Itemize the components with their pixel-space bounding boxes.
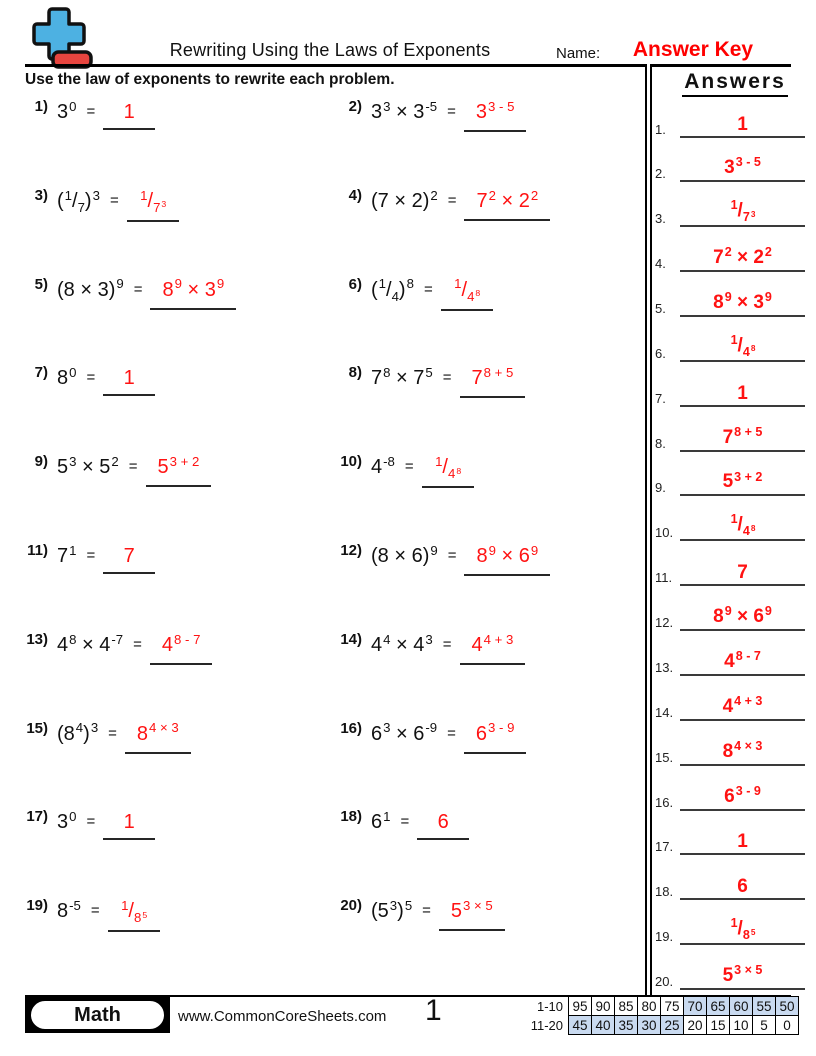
problem-row xyxy=(336,366,525,398)
answer-number: 9. xyxy=(655,480,666,496)
answer-number: 1. xyxy=(655,121,666,137)
answer-blank-line xyxy=(417,810,469,840)
answer-row xyxy=(653,595,805,631)
name-label: Name: xyxy=(556,45,601,62)
equals-sign: = xyxy=(108,724,117,742)
equals-sign: = xyxy=(442,635,452,653)
answer-value: 3$^{3 - 5}$ xyxy=(724,155,761,179)
problem-expression: $7^1$ xyxy=(57,542,77,567)
answer-value: 7 xyxy=(737,562,748,584)
score-cell: 75 xyxy=(661,997,684,1016)
answer-value: $^1/_{8^5}$ xyxy=(730,916,756,943)
score-row xyxy=(527,997,799,1016)
problem-row xyxy=(22,719,191,754)
answer-blank-line xyxy=(125,722,191,754)
equals-sign: = xyxy=(86,813,96,831)
problem-row xyxy=(22,455,211,487)
problem-answer: 1 xyxy=(123,367,135,390)
answer-row xyxy=(653,460,805,496)
problem-row xyxy=(22,186,179,222)
equals-sign: = xyxy=(86,547,96,564)
answer-value: $^1/_{4^8}$ xyxy=(730,512,756,539)
score-cell: 95 xyxy=(569,997,592,1016)
answer-line xyxy=(680,864,805,900)
answer-number: 12. xyxy=(655,615,674,631)
problem-number: 13) xyxy=(26,630,48,648)
problem-answer: $5^{3 \times 5}$ xyxy=(450,897,493,923)
problem-answer: $8^9 \times 3^9$ xyxy=(162,276,225,301)
score-cell: 40 xyxy=(592,1016,615,1035)
answer-blank-line xyxy=(103,810,155,840)
score-cell: 85 xyxy=(615,997,638,1016)
problem-row xyxy=(336,630,525,665)
problem-number: 18) xyxy=(340,808,362,826)
problem-number: 17) xyxy=(26,808,48,826)
answer-row xyxy=(653,416,805,452)
answer-blank-line xyxy=(422,455,474,488)
problem-expression: $(7 \times 2)^2$ xyxy=(371,187,438,212)
problem-number: 3) xyxy=(34,186,48,204)
problem-expression: $7^8 \times 7^5$ xyxy=(371,365,433,390)
answer-value: 4$^{8 - 7}$ xyxy=(724,649,761,672)
problem-row xyxy=(22,275,236,310)
problem-answer: $^1/_{8^5}$ xyxy=(121,897,148,926)
answer-line xyxy=(680,371,805,407)
equals-sign: = xyxy=(109,191,119,209)
score-cell: 70 xyxy=(684,997,707,1016)
answer-row xyxy=(653,819,805,855)
answer-line xyxy=(680,954,805,990)
answer-blank-line xyxy=(103,100,155,130)
problem-row xyxy=(22,366,155,396)
answer-value: 1 xyxy=(737,113,748,135)
equals-sign: = xyxy=(133,635,142,653)
score-cell: 65 xyxy=(707,997,730,1016)
answer-number: 3. xyxy=(655,211,666,227)
answer-row xyxy=(653,685,805,721)
answer-blank-line xyxy=(464,722,527,754)
answer-row xyxy=(653,191,805,227)
answer-value: $8^9 \times 3^9$ xyxy=(713,290,772,313)
answer-number: 11. xyxy=(655,570,673,586)
problem-answer: 6 xyxy=(437,811,449,834)
problem-expression: $6^1$ xyxy=(371,809,391,834)
answer-value: $7^{8 + 5}$ xyxy=(722,424,763,448)
answer-line xyxy=(680,685,805,721)
answer-row xyxy=(653,550,805,586)
answer-row xyxy=(653,371,805,407)
score-cell: 80 xyxy=(638,997,661,1016)
answer-number: 17. xyxy=(655,839,674,855)
answer-blank-line xyxy=(439,899,505,931)
answer-line xyxy=(680,281,805,317)
instruction-text: Use the law of exponents to rewrite each problem. xyxy=(25,71,395,88)
problem-expression: $8^{-5}$ xyxy=(57,897,81,923)
answer-value: $5^{3 \times 5}$ xyxy=(722,963,763,987)
problem-number: 16) xyxy=(340,719,362,737)
problem-number: 7) xyxy=(34,364,48,382)
equals-sign: = xyxy=(422,902,431,920)
answer-line xyxy=(680,102,805,138)
answer-blank-line xyxy=(150,278,236,310)
problem-number: 1) xyxy=(34,98,48,115)
score-cell: 60 xyxy=(730,997,753,1016)
answer-line xyxy=(680,236,805,272)
answer-number: 16. xyxy=(655,794,674,810)
equals-sign: = xyxy=(86,369,96,387)
score-cell: 30 xyxy=(638,1016,661,1035)
problem-expression: $(5^3)^5$ xyxy=(371,897,413,923)
answer-value: $7^2 \times 2^2$ xyxy=(713,245,772,269)
problem-number: 11) xyxy=(27,542,48,559)
equals-sign: = xyxy=(447,724,456,742)
problem-answer: $7^{8 + 5}$ xyxy=(471,365,514,390)
answer-value: $5^{3 + 2}$ xyxy=(722,469,763,493)
answer-row xyxy=(653,505,805,541)
problem-answer: 7 xyxy=(123,545,135,567)
answer-row xyxy=(653,640,805,676)
answer-row xyxy=(653,146,805,182)
problem-number: 19) xyxy=(26,897,48,915)
answer-line xyxy=(680,640,805,676)
score-cell: 5 xyxy=(753,1016,776,1035)
answer-value: 6$^{3 - 9}$ xyxy=(724,783,761,807)
answers-column-separator xyxy=(645,64,652,995)
answer-blank-line xyxy=(108,899,160,932)
problem-answer: $4^{4 + 3}$ xyxy=(471,631,514,656)
answer-blank-line xyxy=(103,544,155,574)
problem-number: 5) xyxy=(34,275,48,293)
answer-blank-line xyxy=(127,189,179,222)
problem-row xyxy=(336,275,493,311)
problem-number: 2) xyxy=(348,98,362,115)
answer-number: 14. xyxy=(655,704,674,720)
answer-number: 19. xyxy=(655,929,674,945)
problem-expression: $4^8 \times 4^{-7}$ xyxy=(57,631,124,656)
answer-value: 1 xyxy=(737,382,748,404)
problem-expression: $(^1/_4)^8$ xyxy=(371,276,414,304)
problem-answer: $5^{3 + 2}$ xyxy=(157,453,200,479)
problem-answer: 1 xyxy=(123,811,135,834)
problem-answer: $^1/_{7^3}$ xyxy=(140,187,167,216)
plus-minus-logo-icon xyxy=(22,6,94,72)
problem-row xyxy=(336,544,550,576)
problem-number: 14) xyxy=(340,630,362,648)
equals-sign: = xyxy=(447,547,457,564)
problem-expression: $(8 \times 6)^9$ xyxy=(371,542,438,567)
score-cell: 15 xyxy=(707,1016,730,1035)
answer-value: $4^{4 + 3}$ xyxy=(722,693,763,717)
equals-sign: = xyxy=(133,280,143,298)
score-cell: 0 xyxy=(776,1016,799,1035)
equals-sign: = xyxy=(90,902,100,920)
equals-sign: = xyxy=(447,191,457,209)
score-row xyxy=(527,1016,799,1035)
problem-expression: $3^0$ xyxy=(57,98,77,123)
answer-row xyxy=(653,775,805,811)
answer-number: 10. xyxy=(655,525,674,541)
answer-row xyxy=(653,864,805,900)
answer-line xyxy=(680,819,805,855)
problem-expression: $(8 \times 3)^9$ xyxy=(57,276,124,301)
problem-row xyxy=(22,810,155,840)
answer-blank-line xyxy=(441,278,493,311)
problem-row xyxy=(336,719,526,754)
score-table xyxy=(527,996,799,1035)
equals-sign: = xyxy=(86,103,96,120)
answer-number: 2. xyxy=(655,166,666,182)
answer-line xyxy=(680,460,805,496)
answer-blank-line xyxy=(464,100,527,132)
problem-row xyxy=(22,100,155,130)
score-range-label: 1-10 xyxy=(536,998,563,1014)
problem-expression: $5^3 \times 5^2$ xyxy=(57,453,119,479)
problem-answer: $^1/_{4^8}$ xyxy=(454,276,481,304)
answer-row xyxy=(653,281,805,317)
answer-number: 20. xyxy=(655,974,674,990)
answer-blank-line xyxy=(460,366,526,398)
answer-key-label: Answer Key xyxy=(632,38,754,61)
problem-answer: $8^9 \times 6^9$ xyxy=(476,542,539,567)
equals-sign: = xyxy=(423,280,433,298)
problem-expression: $(^1/_7)^3$ xyxy=(57,187,100,216)
answer-row xyxy=(653,909,805,945)
score-cell: 35 xyxy=(615,1016,638,1035)
answer-value: $8^9 \times 6^9$ xyxy=(713,604,772,628)
problem-number: 9) xyxy=(34,453,48,471)
problem-answer: $^1/_{4^8}$ xyxy=(435,453,462,482)
problem-row xyxy=(336,455,474,488)
equals-sign: = xyxy=(128,458,138,476)
answer-line xyxy=(680,595,805,631)
score-range-label: 11-20 xyxy=(530,1017,563,1033)
score-cell: 90 xyxy=(592,997,615,1016)
problem-answer: $7^2 \times 2^2$ xyxy=(476,187,539,212)
answer-line xyxy=(680,416,805,452)
answer-value: 1 xyxy=(737,831,748,853)
problem-answer: $8^{4 \times 3}$ xyxy=(136,720,179,745)
problem-answer: 6$^{3 - 9}$ xyxy=(475,720,515,745)
answer-value: 6 xyxy=(737,876,748,898)
problem-number: 6) xyxy=(348,275,362,293)
answer-line xyxy=(680,550,805,586)
problem-row xyxy=(336,100,526,132)
problem-expression: $4^4 \times 4^3$ xyxy=(371,631,433,656)
header-divider xyxy=(25,64,791,67)
problem-number: 10) xyxy=(340,453,362,471)
answer-line xyxy=(680,191,805,227)
answer-number: 6. xyxy=(655,345,666,361)
answer-line xyxy=(680,146,805,182)
problem-number: 20) xyxy=(340,897,362,915)
score-cell: 10 xyxy=(730,1016,753,1035)
problem-row xyxy=(22,544,155,574)
problem-number: 12) xyxy=(340,542,362,559)
problem-row xyxy=(22,630,212,665)
answer-blank-line xyxy=(103,366,155,396)
answer-blank-line xyxy=(146,455,212,487)
problem-row xyxy=(22,899,160,932)
answer-value: $^1/_{4^8}$ xyxy=(730,332,756,359)
problem-expression: $3^0$ xyxy=(57,809,77,834)
equals-sign: = xyxy=(447,103,456,120)
score-cell: 20 xyxy=(684,1016,707,1035)
answer-line xyxy=(680,909,805,945)
subject-badge xyxy=(25,997,170,1033)
problem-expression: $6^3 \times 6^{-9}$ xyxy=(371,720,438,745)
problem-number: 8) xyxy=(348,364,362,382)
answer-number: 5. xyxy=(655,300,666,316)
problem-number: 15) xyxy=(26,719,48,737)
problem-expression: $3^3 \times 3^{-5}$ xyxy=(371,98,438,123)
problem-answer: 1 xyxy=(123,101,135,123)
score-cell: 45 xyxy=(569,1016,592,1035)
equals-sign: = xyxy=(442,369,452,387)
answer-row xyxy=(653,326,805,362)
problem-row xyxy=(336,899,505,931)
problem-row xyxy=(336,186,550,221)
score-cell: 55 xyxy=(753,997,776,1016)
answer-number: 15. xyxy=(655,749,674,765)
problem-expression: $8^0$ xyxy=(57,365,77,390)
answer-row xyxy=(653,730,805,766)
problem-expression: $4^{-8}$ xyxy=(371,453,395,479)
problem-expression: $(8^4)^3$ xyxy=(57,720,99,745)
equals-sign: = xyxy=(400,813,410,831)
problem-answer: 3$^{3 - 5}$ xyxy=(475,98,515,123)
answer-line xyxy=(680,326,805,362)
answer-row xyxy=(653,954,805,990)
answer-line xyxy=(680,730,805,766)
answer-line xyxy=(680,775,805,811)
page-number: 1 xyxy=(425,994,442,1027)
answer-blank-line xyxy=(464,189,550,221)
answer-number: 8. xyxy=(655,435,666,451)
answer-row xyxy=(653,236,805,272)
problem-answer: 4$^{8 - 7}$ xyxy=(161,631,201,656)
answer-number: 4. xyxy=(655,256,666,272)
answer-number: 7. xyxy=(655,390,666,406)
score-cell: 25 xyxy=(661,1016,684,1035)
problem-number: 4) xyxy=(348,186,362,204)
answer-blank-line xyxy=(460,633,526,665)
score-cell: 50 xyxy=(776,997,799,1016)
equals-sign: = xyxy=(404,458,414,476)
answer-value: $8^{4 \times 3}$ xyxy=(722,738,763,762)
answer-blank-line xyxy=(150,633,213,665)
page-title: Rewriting Using the Laws of Exponents xyxy=(169,40,491,60)
answer-value: $^1/_{7^3}$ xyxy=(730,198,756,225)
answer-number: 18. xyxy=(655,884,674,900)
answer-number: 13. xyxy=(655,659,674,675)
problem-row xyxy=(336,810,469,840)
website-url: www.CommonCoreSheets.com xyxy=(178,1008,387,1025)
answers-heading: Answers xyxy=(662,70,808,97)
subject-badge-label: Math xyxy=(30,1000,165,1030)
answer-row xyxy=(653,102,805,138)
answer-line xyxy=(680,505,805,541)
answer-blank-line xyxy=(464,544,550,576)
